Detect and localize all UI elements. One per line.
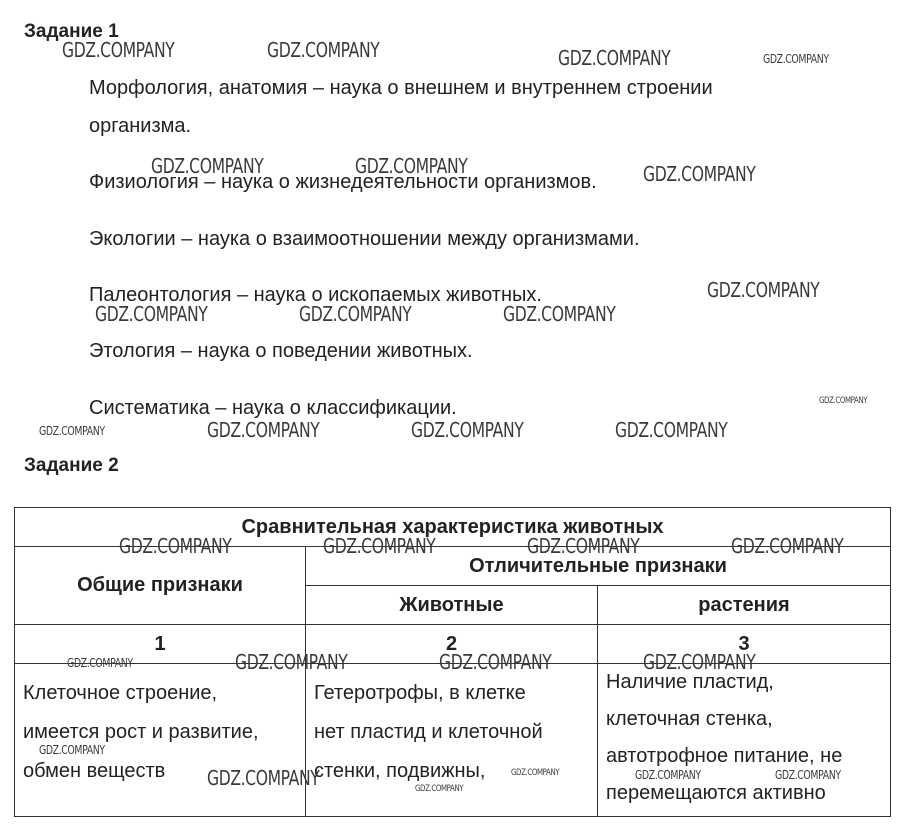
definition-ethology: Этология – наука о поведении животных. [89,340,473,362]
watermark: GDZ.COMPANY [119,534,232,558]
watermark: GDZ.COMPANY [355,154,468,178]
plants-line: автотрофное питание, не [606,745,843,767]
watermark: GDZ.COMPANY [439,650,552,674]
task2-heading: Задание 2 [24,455,119,476]
watermark: GDZ.COMPANY [635,768,701,782]
watermark: GDZ.COMPANY [558,46,671,70]
common-line: имеется рост и развитие, [23,721,259,743]
animals-line: Гетеротрофы, в клетке [314,682,526,704]
plants-header: растения [597,585,891,625]
definition-morphology-cont: организма. [89,115,192,137]
common-line: Клеточное строение, [23,682,218,704]
watermark: GDZ.COMPANY [643,650,756,674]
common-features-header: Общие признаки [14,546,306,625]
watermark: GDZ.COMPANY [775,768,841,782]
watermark: GDZ.COMPANY [415,784,464,794]
common-line: обмен веществ [23,760,166,782]
watermark: GDZ.COMPANY [95,302,208,326]
watermark: GDZ.COMPANY [503,302,616,326]
definition-morphology: Морфология, анатомия – наука о внешнем и внутреннем строении [89,77,713,99]
watermark: GDZ.COMPANY [299,302,412,326]
watermark: GDZ.COMPANY [151,154,264,178]
distinct-features-header: Отличительные признаки [305,546,891,586]
watermark: GDZ.COMPANY [819,396,868,406]
col-number-2: 2 [305,624,598,664]
animals-header: Животные [305,585,598,625]
watermark: GDZ.COMPANY [731,534,844,558]
watermark: GDZ.COMPANY [235,650,348,674]
table-title: Сравнительная характеристика животных [14,507,891,547]
watermark: GDZ.COMPANY [707,278,820,302]
watermark: GDZ.COMPANY [411,418,524,442]
watermark: GDZ.COMPANY [511,768,560,778]
watermark: GDZ.COMPANY [527,534,640,558]
col-number-3: 3 [597,624,891,664]
animals-line: стенки, подвижны, [314,760,486,782]
watermark: GDZ.COMPANY [39,743,105,757]
definition-ecology: Экологии – наука о взаимоотношении между организмами. [89,228,640,250]
plants-features-cell [597,663,891,817]
definition-physiology: Физиология – наука о жизнедеятельности организмов. [89,171,597,193]
watermark: GDZ.COMPANY [67,656,133,670]
task1-heading: Задание 1 [24,21,119,42]
plants-line: перемещаются активно [606,782,826,804]
animals-line: нет пластид и клеточной [314,721,543,743]
col-number-1: 1 [14,624,306,664]
watermark: GDZ.COMPANY [207,766,320,790]
common-features-cell [14,663,306,817]
watermark: GDZ.COMPANY [615,418,728,442]
watermark: GDZ.COMPANY [267,38,380,62]
watermark: GDZ.COMPANY [62,38,175,62]
definition-paleontology: Палеонтология – наука о ископаемых животных. [89,284,542,306]
watermark: GDZ.COMPANY [207,418,320,442]
definition-systematics: Систематика – наука о классификации. [89,397,457,419]
watermark: GDZ.COMPANY [643,162,756,186]
plants-line: клеточная стенка, [606,708,773,730]
watermark: GDZ.COMPANY [763,52,829,66]
watermark: GDZ.COMPANY [323,534,436,558]
watermark: GDZ.COMPANY [39,424,105,438]
plants-line: Наличие пластид, [606,671,774,693]
